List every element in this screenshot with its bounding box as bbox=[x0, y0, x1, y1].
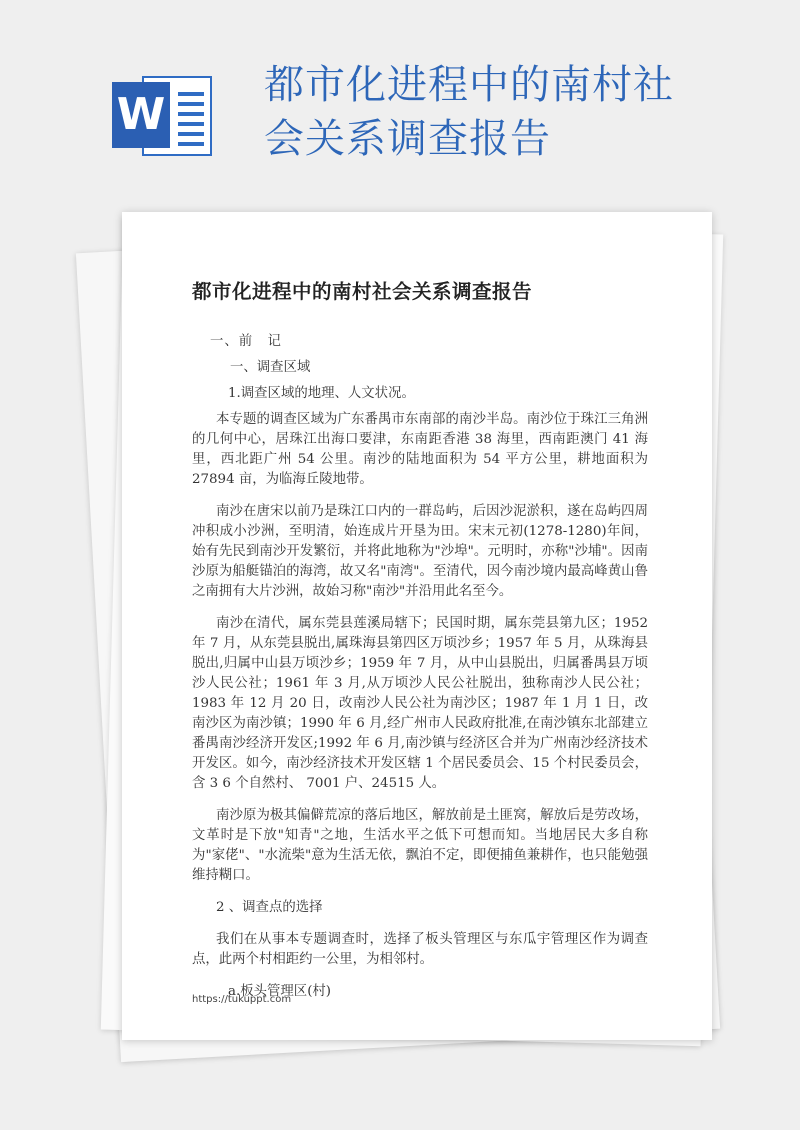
paragraph-site-selection: 我们在从事本专题调查时，选择了板头管理区与东瓜宇管理区作为调查点，此两个村相距约一公里，为相邻村。 bbox=[192, 932, 648, 967]
banner-header bbox=[0, 0, 800, 200]
word-document-icon bbox=[112, 72, 216, 160]
document-page bbox=[122, 212, 712, 1040]
footer-url: https://tukuppt.com bbox=[192, 994, 292, 1005]
heading-preface: 一、前 记 bbox=[210, 334, 282, 349]
document-body bbox=[192, 332, 648, 1002]
paragraph-location: 本专题的调查区域为广东番禺市东南部的南沙半岛。南沙位于珠江三角洲的几何中心，居珠江出海口要津，东南距香港 38 海里，西南距澳门 41 海里，西北距广州 54 公里。南沙的陆地面积为 54 平方公里，耕地面积为 27894 亩，为临海丘陵地带。 bbox=[192, 412, 648, 487]
paragraph-history: 南沙在唐宋以前乃是珠江口内的一群岛屿，后因沙泥淤积，遂在岛屿四周冲积成小沙洲，至明清，始连成片开垦为田。宋末元初(1278-1280)年间，始有先民到南沙开发繁衍，并将此地称为"沙埠"。元明时，亦称"沙埔"。因南沙原为船艇锚泊的海湾，故又名"南湾"。至清代，因今南沙境内最高峰黄山鲁之南拥有大片沙洲，故始习称"南沙"并沿用此名至今。 bbox=[192, 504, 648, 599]
heading-site-selection: 2 、调查点的选择 bbox=[216, 900, 323, 915]
banner-title: 都市化进程中的南村社会关系调查报告 bbox=[264, 62, 674, 162]
word-logo-letter: W bbox=[112, 82, 170, 148]
heading-survey-area: 一、调查区域 bbox=[230, 360, 311, 375]
heading-bantou-district: a.板头管理区(村) bbox=[228, 984, 332, 999]
document-title: 都市化进程中的南村社会关系调查报告 bbox=[192, 280, 533, 303]
paragraph-administration: 南沙在清代，属东莞县莲溪局辖下；民国时期，属东莞县第九区；1952 年 7 月，从东莞县脱出,属珠海县第四区万顷沙乡；1957 年 5 月，从珠海县脱出,归属中山县万顷沙乡；1959 年 7 月，从中山县脱出，归属番禺县万顷沙人民公社；1961 年 3 月,从万顷沙人民公社脱出，独称南沙人民公社；1983 年 12 月 20 日，改南沙人民公社为南沙区；1987 年 1 月 1 日，改南沙区为南沙镇；1990 年 6 月,经广州市人民政府批准,在南沙镇东北部建立番禺南沙经济开发区;1992 年 6 月,南沙镇与经济区合并为广州南沙经济技术开发区。如今，南沙经济技术开发区辖 1 个居民委员会、15 个村民委员会，含 3 6 个自然村、 7001 户、24515 人。 bbox=[192, 616, 648, 791]
paragraph-living-conditions: 南沙原为极其偏僻荒凉的落后地区，解放前是土匪窝，解放后是劳改场，文革时是下放"知青"之地，生活水平之低下可想而知。当地居民大多自称为"家佬"、"水流柴"意为生活无依，飘泊不定，即便捕鱼兼耕作，也只能勉强维持糊口。 bbox=[192, 808, 648, 883]
heading-geography: 1.调查区域的地理、人文状况。 bbox=[228, 386, 415, 401]
